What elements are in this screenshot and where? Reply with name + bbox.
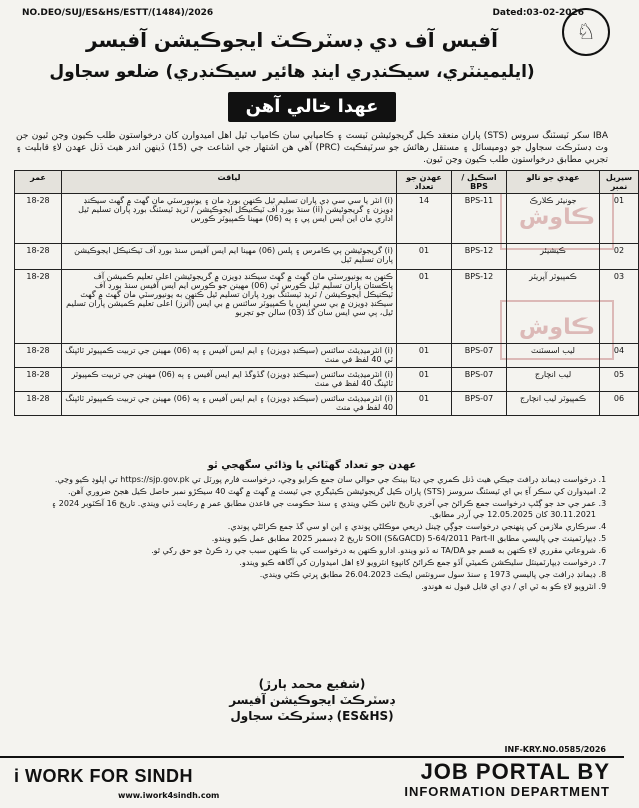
- cell-bps: BPS-11: [452, 194, 507, 244]
- signatory-office: (ES&HS) ڊسٽرڪٽ سجاول: [230, 709, 394, 723]
- cell-count: 01: [397, 344, 452, 368]
- header-age: عمر: [15, 171, 62, 194]
- signatory-designation: ڊسٽرڪٽ ايجوڪيشن آفيسر: [229, 693, 395, 707]
- cell-post: ليب اسسٽنٽ: [507, 344, 600, 368]
- list-item: 8. ڊيمانڊ ڊرافٽ جي پاليسي 1973 ۽ سنڌ سول سرونٽس ايڪٽ 26.04.2023 مطابق ڀرتي ڪئي ويندي.: [16, 569, 596, 580]
- terms-list: [16, 474, 608, 593]
- table-row: [15, 392, 639, 416]
- office-title: آفيس آف دي ڊسٽرڪٽ ايجوڪيشن آفيسر: [86, 28, 498, 52]
- cell-count: 01: [397, 392, 452, 416]
- header-count: عهدن جو تعداد: [397, 171, 452, 194]
- cell-bps: BPS-12: [452, 270, 507, 344]
- cell-serial: 05: [600, 368, 639, 392]
- signatory-name: (شفيع محمد ٻارڙ): [258, 677, 366, 691]
- cell-post: ڪمپيوٽر ليب انچارج: [507, 392, 600, 416]
- header-post: عهدي جو نالو: [507, 171, 600, 194]
- cell-bps: BPS-12: [452, 244, 507, 270]
- cell-qualification: (i) گريجوئيشن ٻي ڪامرس ۽ پلس (06) مهينا ايم ايس آفيس سنڌ بورڊ آف ٽيڪنيڪل ايجوڪيشن پاران تسليم ٿيل: [62, 244, 397, 270]
- table-row: [15, 344, 639, 368]
- office-subtitle: (ايليمينٽري، سيڪنڊري اينڊ هائير سيڪنڊري) ضلعو سجاول: [49, 62, 535, 82]
- list-item: 4. سرڪاري ملازمن کي پنهنجي درخواست جوڳي چينل ذريعي موڪلڻي پوندي ۽ اين او سي گڏ جمع ڪرائڻي پوندي.: [16, 521, 596, 532]
- list-item: 6. شروعاتي مقرري لاءِ ڪنهن به قسم جو TA/DA نه ڏنو ويندو. ادارو ڪنهن به درخواست کي بنا ڪنهن سبب جي رد ڪرڻ جو حق رکي ٿو.: [16, 545, 596, 556]
- header-serial: سيريل نمبر: [600, 171, 639, 194]
- rules-heading: عهدن جو تعداد گهٽائي يا وڌائي سگهجي ٿو: [207, 460, 417, 471]
- cell-bps: BPS-07: [452, 344, 507, 368]
- cell-age: 18-28: [15, 344, 62, 368]
- inf-number: INF-KRY.NO.0585/2026: [504, 745, 606, 754]
- cell-age: 18-28: [15, 270, 62, 344]
- table-row: [15, 368, 639, 392]
- cell-qualification: (i) انٽرميڊيئٽ سائنس (سيڪنڊ ڊويزن) گڏوگڏ ايم ايس آفيس ۽ ٻه (06) مهينن جي تربيت ڪمپيوٽر ٽائپنگ 40 لفظ في منٽ: [62, 368, 397, 392]
- cell-post: ليب انچارج: [507, 368, 600, 392]
- list-item: 1. درخواست ڊيمانڊ ڊرافٽ جيڪي هيٺ ڏنل ڪمري جي ڊيٽا بينڪ جي حوالي سان جمع ڪرايو وڃي، درخواست فارم پورٽل تي https://sjp.gov.pk تي اپلوڊ ڪيو وڃي.: [16, 474, 596, 485]
- reference-number: NO.DEO/SUJ/ES&HS/ESTT/(1484)/2026: [22, 8, 214, 18]
- list-item: 7. درخواست ڊيپارٽمينٽل سليڪشن ڪميٽي آڏو جمع ڪرائڻ کانپوءِ انٽرويو لاءِ اهل اميدوارن کي آگاهه ڪيو ويندو.: [16, 557, 596, 568]
- dated-label: Dated:03-02-2026: [492, 8, 584, 18]
- job-portal-line: JOB PORTAL BY: [420, 759, 610, 784]
- posts-table: [14, 170, 639, 416]
- cell-count: 14: [397, 194, 452, 244]
- cell-qualification: (i) انٽرميڊيئٽ سائنس (سيڪنڊ ڊويزن) ۽ ايم ايس آفيس ۽ ٻه (06) مهينن جي تربيت ڪمپيوٽر ٽائپنگ 40 لفظ في منٽ: [62, 392, 397, 416]
- list-item: 5. ڊيپارٽمينٽ جي پاليسي مطابق SOII (S&GACD) 5-64/2011 Part-II تاريخ 2 ڊسمبر 2025 مطابق عمل ڪيو ويندو.: [16, 533, 596, 544]
- cell-count: 01: [397, 244, 452, 270]
- iwork-for-sindh-logo: i WORK FOR SINDH: [14, 766, 193, 786]
- cell-serial: 06: [600, 392, 639, 416]
- cell-qualification: (i) انٽر يا سي سي ڊي پاران تسليم ٿيل ڪنهن بورڊ مان ۽ يونيورسٽي مان گهٽ ۾ گهٽ سيڪنڊ ڊويزن ۽ گريجوئيشن (ii) سنڌ بورڊ آف ٽيڪنيڪل ايجوڪيشن / ٽريڊ ٽيسٽنگ بورڊ پاران تسليم ٿيل اداري مان اين ايس ايس پي ۽ ٻه (06) مهينا ڪمپيوٽر ڪورس: [62, 194, 397, 244]
- table-row: [15, 244, 639, 270]
- header-bps: اسڪيل / BPS: [452, 171, 507, 194]
- cell-qualification: ڪنهن به يونيورسٽي مان گهٽ ۾ گهٽ سيڪنڊ ڊويزن ۾ گريجوئيشن اعلى تعليم ڪميشن آف پاڪستان پاران تسليم ٿيل ڪورس ٽي (06) مهينن جو ڪورس ايم ايس آفيس سنڌ بورڊ آف ٽيڪنيڪل ايجوڪيشن / ٽريڊ ٽيسٽنگ بورڊ پاران تسليم ٿيل ڪنهن به يونيورسٽي مان گهٽ ۾ گهٽ سيڪنڊ ڊويزن ۾ بي سي ايس يا ڪمپيوٽر سائنس ۾ بي ايس (آنرز) اعلى تعليم ڪميشن پاران تسليم ٿيل، ٻي سي ايس سان گڏ (03) سالن جو تجربو: [62, 270, 397, 344]
- list-item: 2. اميدوارن کي سڪر آءِ بي اي ٽيسٽنگ سروسز (STS) پاران ڪيل گريجوئيشن ڪيٽيگري جي ٽيسٽ ۾ گهٽ ۾ گهٽ 40 سيڪڙو نمبر حاصل ڪيل هجڻ ضروري آهن.: [16, 486, 596, 497]
- reference-row: [22, 8, 584, 22]
- cell-age: 18-28: [15, 244, 62, 270]
- cell-age: 18-28: [15, 368, 62, 392]
- list-item: 9. انٽرويو لاءِ ڪو به ٽي اي / ڊي اي قابل قبول نه هوندو.: [16, 581, 596, 592]
- footer: [0, 756, 624, 808]
- cell-serial: 01: [600, 194, 639, 244]
- cell-qualification: (i) انٽرميڊيئٽ سائنس (سيڪنڊ ڊويزن) ۽ ايم ايس آفيس ۽ ٻه (06) مهينن جي تربيت ڪمپيوٽر ٽائپنگ ٽي 40 لفظ في منٽ: [62, 344, 397, 368]
- cell-bps: BPS-07: [452, 392, 507, 416]
- government-emblem-icon: ♘: [562, 8, 610, 56]
- newspaper-watermark: ڪاوش: [500, 190, 614, 250]
- newspaper-watermark: ڪاوش: [500, 300, 614, 360]
- cell-post: ڪيشيئر: [507, 244, 600, 270]
- table-row: [15, 194, 639, 244]
- cell-serial: 02: [600, 244, 639, 270]
- signature-block: [200, 676, 424, 724]
- information-department-line: INFORMATION DEPARTMENT: [404, 784, 610, 799]
- intro-paragraph: IBA سکر ٽيسٽنگ سروس (STS) پاران منعقد ڪيل گريجوئيشن ٽيسٽ ۽ ڪاميابي سان ڪامياب ٿيل اهل اميدوارن کان درخواستون طلب ڪيون وڃن ٿيون جن وٽ ڊسٽرڪٽ سجاول جو ڊوميسائل ۽ مستقل رهائش جو سرٽيفڪيٽ (PRC) آهي هن اشتهار جي اشاعت جي (15) ڏينهن اندر هيٺ ڏنل عهدن لاءِ قابليت ۽ تجربي مطابق درخواستون طلب ڪيون وڃن ٿيون.: [16, 131, 609, 165]
- cell-bps: BPS-07: [452, 368, 507, 392]
- job-portal-logo: [404, 760, 610, 800]
- iwork-url[interactable]: www.iwork4sindh.com: [118, 791, 220, 800]
- vacancies-banner: عهدا خالي آهن: [228, 92, 396, 122]
- table-row: [15, 270, 639, 344]
- cell-serial: 04: [600, 344, 639, 368]
- cell-post: جونيئر ڪلارڪ: [507, 194, 600, 244]
- cell-post: ڪمپيوٽر آپريٽر: [507, 270, 600, 344]
- cell-age: 18-28: [15, 194, 62, 244]
- cell-serial: 03: [600, 270, 639, 344]
- header-qualification: لياقت: [62, 171, 397, 194]
- cell-age: 18-28: [15, 392, 62, 416]
- cell-count: 01: [397, 368, 452, 392]
- list-item: 3. عمر جي حد جو ڳڻپ درخواست جمع ڪرائڻ جي آخري تاريخ تائين ڪئي ويندي ۽ سنڌ حڪومت جي قاعدن مطابق عمر ۾ رعايت ڏني ويندي. تاريخ 16 آڪٽوبر 2024 ۽ 30.11.2021 کان 12.05.2025 جي آرڊر مطابق.: [16, 498, 596, 520]
- table-header-row: [15, 171, 639, 194]
- cell-count: 01: [397, 270, 452, 344]
